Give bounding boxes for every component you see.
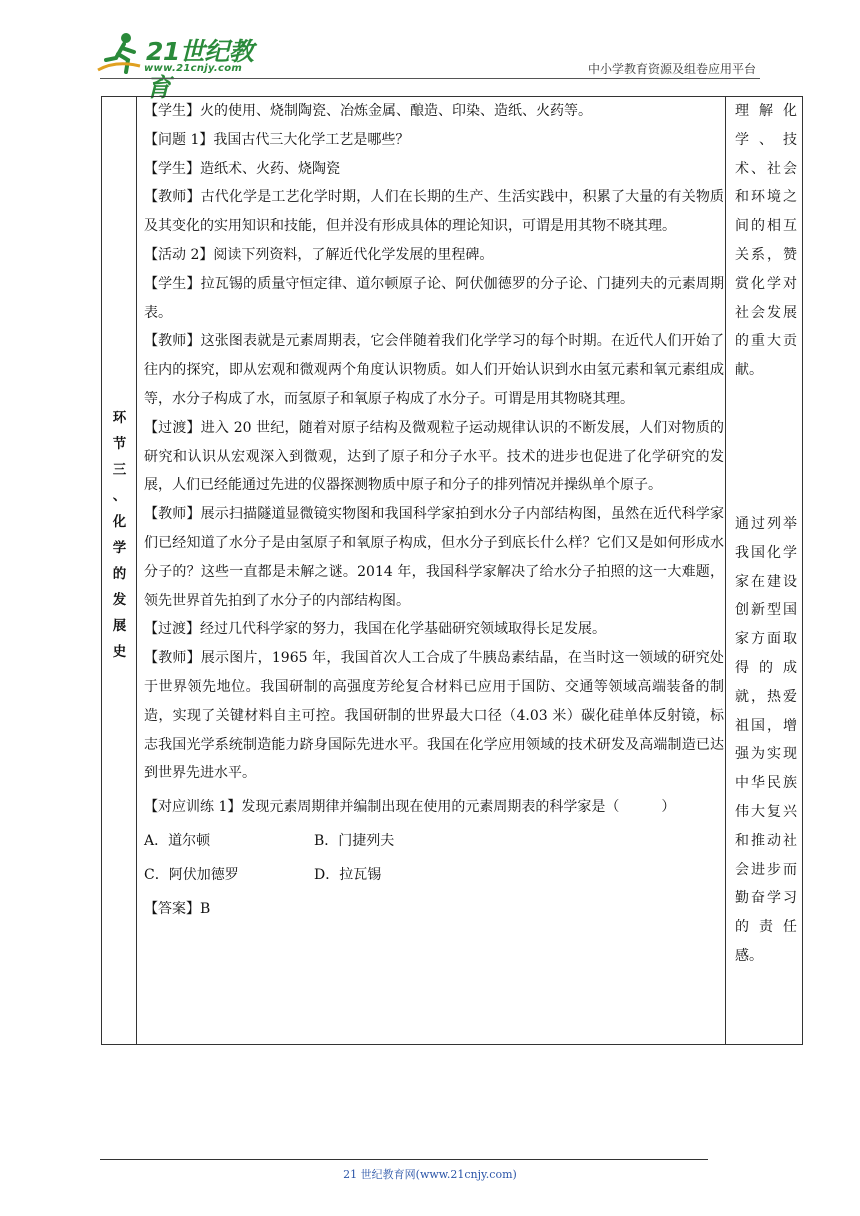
paragraph: 【问题 1】我国古代三大化学工艺是哪些？ — [144, 131, 410, 148]
paragraph: 【过渡】经过几代科学家的努力，我国在化学基础研究领域取得长足发展。 — [144, 621, 606, 638]
stage-char: 史 — [112, 644, 127, 660]
footer-text: 21 世纪教育网(www.21cnjy.com) — [343, 1168, 517, 1181]
stage-char: 节 — [112, 436, 127, 452]
footer-divider — [100, 1159, 708, 1160]
stage-char: 学 — [112, 540, 127, 556]
paragraph: 【学生】火的使用、烧制陶瓷、冶炼金属、酿造、印染、造纸、火药等。 — [144, 103, 592, 119]
activity-content — [144, 97, 724, 923]
paragraph: 【学生】造纸术、火药、烧陶瓷 — [144, 160, 340, 177]
logo — [96, 30, 276, 102]
paragraph: 【教师】展示扫描隧道显微镜实物图和我国科学家拍到水分子内部结构图，虽然在近代科学家们已经知道了水分子是由氢原子和氧原子构成，但水分子到底长什么样？它们又是如何形成水分子的？这些一直都是未解之谜。2014 年，我国科学家解决了给水分子拍照的这一大难题，领先世界首先拍到了水分子的内部结构图。 — [144, 506, 724, 609]
platform-title: 中小学教育资源及组卷应用平台 — [587, 62, 756, 76]
option-c: C．阿伏加德罗 — [144, 866, 239, 883]
paragraph: 【教师】展示图片，1965 年，我国首次人工合成了牛胰岛素结晶，在当时这一领域的研究处于世界领先地位。我国研制的高强度芳纶复合材料已应用于国防、交通等领域高端装备的制造，实现了关键材料自主可控。我国研制的世界最大口径（4.03 米）碳化硅单体反射镜，标志我国光学系统制造能力跻身国际先进水平。我国在化学应用领域的技术研发及高端制造已达到世界先进水平。 — [144, 650, 724, 782]
stage-char: 展 — [112, 618, 127, 634]
stage-char: 、 — [112, 488, 127, 504]
paragraph: 【教师】这张图表就是元素周期表，它会伴随着我们化学学习的每个时期。在近代人们开始了往内的探究，即从宏观和微观两个角度认识物质。如人们开始认识到水由氢元素和氧元素组成等，水分子构成了水，而氢原子和氧原子构成了水分子。可谓是用其物晓其理。 — [144, 333, 724, 407]
page-header — [0, 0, 860, 102]
option-b: B．门捷列夫 — [314, 832, 395, 849]
design-intent-column — [726, 97, 802, 1044]
paragraph: 【过渡】进入 20 世纪，随着对原子结构及微观粒子运动规律认识的不断发展，人们对物质的研究和认识从宏观深入到微观，达到了原子和分子水平。技术的进步也促进了化学研究的发展，人们已经能通过先进的仪器探测物质中原子和分子的排列情况并操纵单个原子。 — [144, 419, 724, 494]
lesson-table — [101, 96, 803, 1045]
options-row — [144, 827, 724, 856]
paragraph: 【教师】古代化学是工艺化学时期，人们在长期的生产、生活实践中，积累了大量的有关物质及其变化的实用知识和技能，但并没有形成具体的理论知识，可谓是用其物不晓其理。 — [144, 189, 724, 235]
exercise-answer: 【答案】B — [144, 900, 211, 917]
design-note: 理解化学、技术、社会和环境之间的相互关系，赞赏化学对社会发展的重大贡献。 — [735, 103, 797, 379]
exercise-question: 【对应训练 1】发现元素周期律并编制出现在使用的元素周期表的科学家是（ ） — [144, 799, 676, 816]
paragraph: 【学生】拉瓦锡的质量守恒定律、道尔顿原子论、阿伏伽德罗的分子论、门捷列夫的元素周期表。 — [144, 275, 724, 321]
design-note: 通过列举我国化学家在建设创新型国家方面取得的成就，热爱祖国，增强为实现中华民族伟大复兴和推动社会进步而勤奋学习的责任感。 — [735, 516, 797, 964]
stage-char: 的 — [112, 566, 127, 582]
stage-title — [102, 405, 137, 665]
stage-char: 三 — [112, 462, 127, 478]
logo-text: 21世纪教育 — [146, 37, 254, 102]
paragraph: 【活动 2】阅读下列资料，了解近代化学发展的里程碑。 — [144, 246, 494, 263]
logo-url: www.21cnjy.com — [144, 63, 243, 74]
stage-column — [102, 97, 137, 1044]
stage-char: 化 — [112, 514, 127, 530]
options-row — [144, 861, 724, 890]
activity-column — [137, 97, 726, 1044]
stage-char: 发 — [112, 592, 127, 608]
stage-char: 环 — [112, 410, 127, 426]
header-divider — [100, 78, 760, 79]
option-d: D．拉瓦锡 — [314, 866, 382, 883]
option-a: A．道尔顿 — [144, 832, 211, 849]
runner-logo-icon — [96, 30, 146, 78]
